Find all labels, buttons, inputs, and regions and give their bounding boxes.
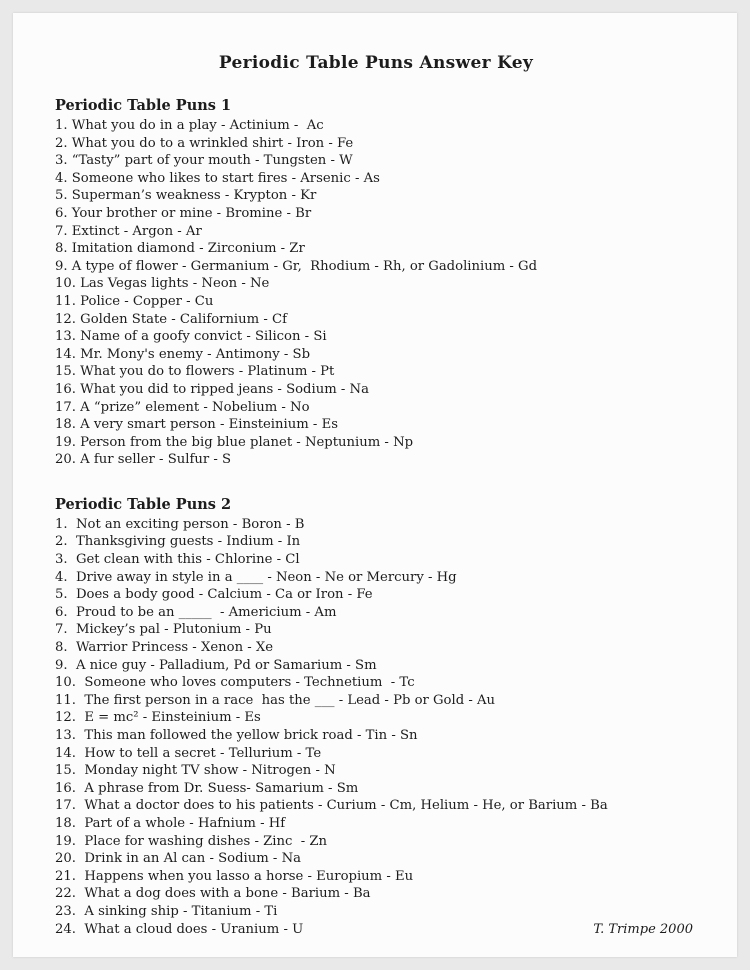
pun-item: 12. E = mc² - Einsteinium - Es: [55, 710, 261, 726]
section-2-list: [55, 516, 697, 938]
pun-item: 13. This man followed the yellow brick road - Tin - Sn: [55, 728, 418, 743]
pun-item: 17. What a doctor does to his patients - Curium - Cm, Helium - He, or Barium - Ba: [55, 798, 608, 814]
pun-item: 12. Golden State - Californium - Cf: [55, 311, 287, 327]
pun-item: 16. A phrase from Dr. Suess- Samarium - Sm: [55, 780, 359, 796]
pun-item: 1. What you do in a play - Actinium - Ac: [55, 118, 324, 133]
pun-item: 9. A type of flower - Germanium - Gr, Rhodium - Rh, or Gadolinium - Gd: [55, 258, 538, 274]
pun-item: 6. Your brother or mine - Bromine - Br: [55, 205, 312, 221]
pun-item: 1. Not an exciting person - Boron - B: [55, 516, 305, 532]
pun-item: 23. A sinking ship - Titanium - Ti: [55, 903, 278, 919]
pun-item: 15. Monday night TV show - Nitrogen - N: [55, 763, 336, 779]
pun-item: 11. Police - Copper - Cu: [55, 293, 214, 309]
pun-item: 14. How to tell a secret - Tellurium - Te: [55, 745, 322, 761]
pun-item: 14. Mr. Mony's enemy - Antimony - Sb: [55, 346, 311, 362]
pun-item: 21. Happens when you lasso a horse - Europium - Eu: [55, 868, 414, 884]
pun-item: 22. What a dog does with a bone - Barium - Ba: [55, 886, 371, 902]
section-1-list: [55, 117, 697, 469]
pun-item: 3. Get clean with this - Chlorine - Cl: [55, 552, 300, 568]
pun-item: 19. Person from the big blue planet - Neptunium - Np: [55, 434, 414, 450]
pun-item: 5. Does a body good - Calcium - Ca or Iron - Fe: [55, 587, 373, 603]
pun-item: 19. Place for washing dishes - Zinc - Zn: [55, 833, 328, 849]
pun-item: 18. Part of a whole - Hafnium - Hf: [55, 815, 286, 831]
section-1-heading: Periodic Table Puns 1: [55, 97, 232, 114]
pun-item: 4. Drive away in style in a ____ - Neon - Ne or Mercury - Hg: [55, 569, 457, 585]
pun-item: 7. Mickey’s pal - Plutonium - Pu: [55, 622, 272, 638]
pun-item: 11. The first person in a race has the ___ - Lead - Pb or Gold - Au: [55, 692, 496, 708]
pun-item: 8. Warrior Princess - Xenon - Xe: [55, 640, 274, 656]
puns-section-1: [55, 97, 697, 469]
pun-item: 2. What you do to a wrinkled shirt - Iron - Fe: [55, 135, 354, 151]
pun-item: 9. A nice guy - Palladium, Pd or Samarium - Sm: [55, 657, 377, 673]
pun-item: 13. Name of a goofy convict - Silicon - Si: [55, 329, 327, 345]
pun-item: 10. Las Vegas lights - Neon - Ne: [55, 276, 270, 292]
pun-item: 16. What you did to ripped jeans - Sodium - Na: [55, 381, 369, 397]
document-page: [13, 13, 737, 957]
pun-item: 24. What a cloud does - Uranium - U: [55, 921, 304, 937]
pun-item: 2. Thanksgiving guests - Indium - In: [55, 534, 301, 550]
puns-section-2: [55, 496, 697, 938]
author-credit: T. Trimpe 2000: [593, 922, 693, 937]
pun-item: 6. Proud to be an _____ - Americium - Am: [55, 604, 337, 620]
pun-item: 3. “Tasty” part of your mouth - Tungsten - W: [55, 153, 353, 169]
pun-item: 15. What you do to flowers - Platinum - Pt: [55, 364, 335, 380]
pun-item: 17. A “prize” element - Nobelium - No: [55, 399, 310, 415]
pun-item: 4. Someone who likes to start fires - Arsenic - As: [55, 170, 380, 186]
document-title: Periodic Table Puns Answer Key: [218, 53, 534, 73]
pun-item: 20. Drink in an Al can - Sodium - Na: [55, 851, 301, 867]
pun-item: 8. Imitation diamond - Zirconium - Zr: [55, 241, 305, 257]
pun-item: 18. A very smart person - Einsteinium - Es: [55, 417, 338, 433]
pun-item: 10. Someone who loves computers - Technetium - Tc: [55, 675, 415, 691]
pun-item: 7. Extinct - Argon - Ar: [55, 223, 202, 239]
section-2-heading: Periodic Table Puns 2: [55, 495, 232, 513]
pun-item: 20. A fur seller - Sulfur - S: [55, 452, 232, 468]
pun-item: 5. Superman’s weakness - Krypton - Kr: [55, 188, 317, 204]
